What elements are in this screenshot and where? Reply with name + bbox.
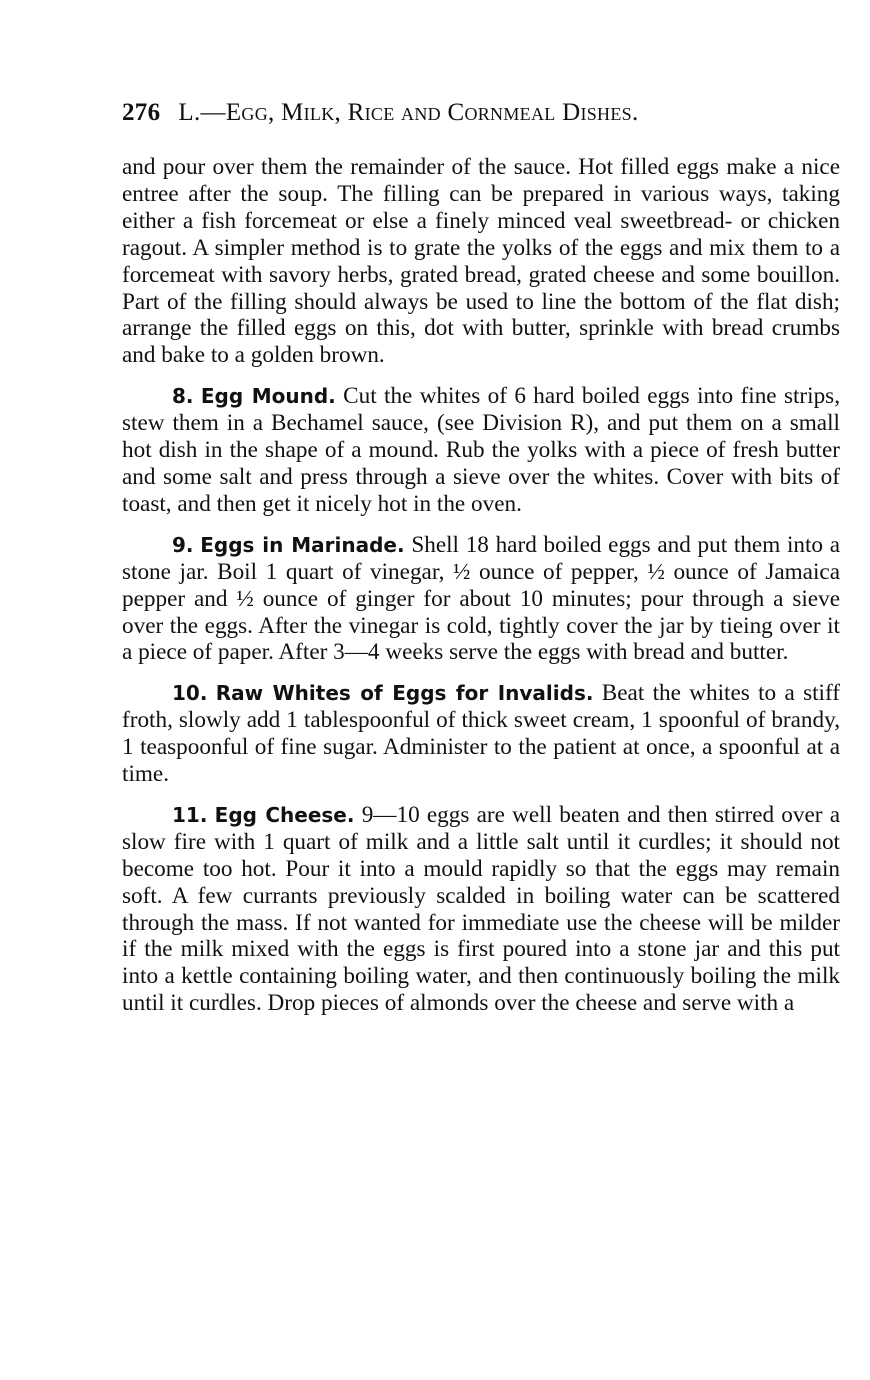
- recipe-number: 8.: [172, 384, 194, 409]
- recipe-egg-mound: [122, 383, 840, 518]
- recipe-body: 9—10 eggs are well beaten and then stirred over a slow fire with 1 quart of milk and a little salt until it curdles; it should not become too hot. Pour it into a mould rapidly so that the eggs may remain soft. A few currants previously scalded in boiling water can be scattered through the mass. If not wanted for immediate use the cheese will be milder if the milk mixed with the eggs is first poured into a stone jar and this put into a kettle containing boiling water, and then continuously boiling the milk until it curdles. Drop pieces of almonds over the cheese and serve with a: [122, 801, 841, 1017]
- recipe-number: 10.: [172, 681, 208, 706]
- recipe-raw-whites-for-invalids: [122, 680, 840, 788]
- recipe-number: 11.: [172, 802, 208, 827]
- recipe-title: Raw Whites of Eggs for Invalids.: [215, 681, 594, 706]
- running-head: [122, 98, 840, 128]
- recipe-body: Cut the whites of 6 hard boiled eggs into fine strips, stew them in a Bechamel sauce, (see Division R), and put them on a small hot dish in the shape of a mound. Rub the yolks with a piece of fresh butter and some salt and press through a sieve over the whites. Cover with bits of toast, and then get it nicely hot in the oven.: [122, 383, 840, 517]
- recipe-body: Beat the whites to a stiff froth, slowly add 1 tablespoonful of thick sweet cream, 1 spoonful of brandy, 1 teaspoonful of fine sugar. Administer to the patient at once, a spoonful at a time.: [122, 680, 841, 788]
- recipe-title: Egg Mound.: [200, 384, 336, 409]
- recipe-eggs-in-marinade: [122, 532, 840, 667]
- recipe-title: Eggs in Marinade.: [200, 532, 405, 557]
- recipe-title: Egg Cheese.: [214, 802, 355, 827]
- page-number: 276: [122, 99, 161, 126]
- recipe-number: 9.: [172, 532, 194, 557]
- chapter-title: L.—Egg, Milk, Rice and Cornmeal Dishes.: [178, 99, 639, 126]
- book-page: [122, 98, 840, 1017]
- recipe-body: Shell 18 hard boiled eggs and put them into a stone jar. Boil 1 quart of vinegar, ½ ounce of pepper, ½ ounce of Jamaica pepper and ½ ounce of ginger for about 10 minutes; pour through a sieve over the eggs. After the vinegar is cold, tightly cover the jar by tieing over it a piece of paper. After 3—4 weeks serve the eggs with bread and butter.: [122, 531, 841, 666]
- recipe-egg-cheese: [122, 802, 840, 1017]
- intro-paragraph: and pour over them the remainder of the sauce. Hot filled eggs make a nice entree after the soup. The filling can be prepared in various ways, taking either a fish forcemeat or else a finely minced veal sweetbread- or chicken ragout. A simpler method is to grate the yolks of the eggs and mix them to a forcemeat with savory herbs, grated bread, grated cheese and some bouillon. Part of the filling should always be used to line the bottom of the flat dish; arrange the filled eggs on this, dot with butter, sprinkle with bread crumbs and bake to a golden brown.: [122, 154, 840, 369]
